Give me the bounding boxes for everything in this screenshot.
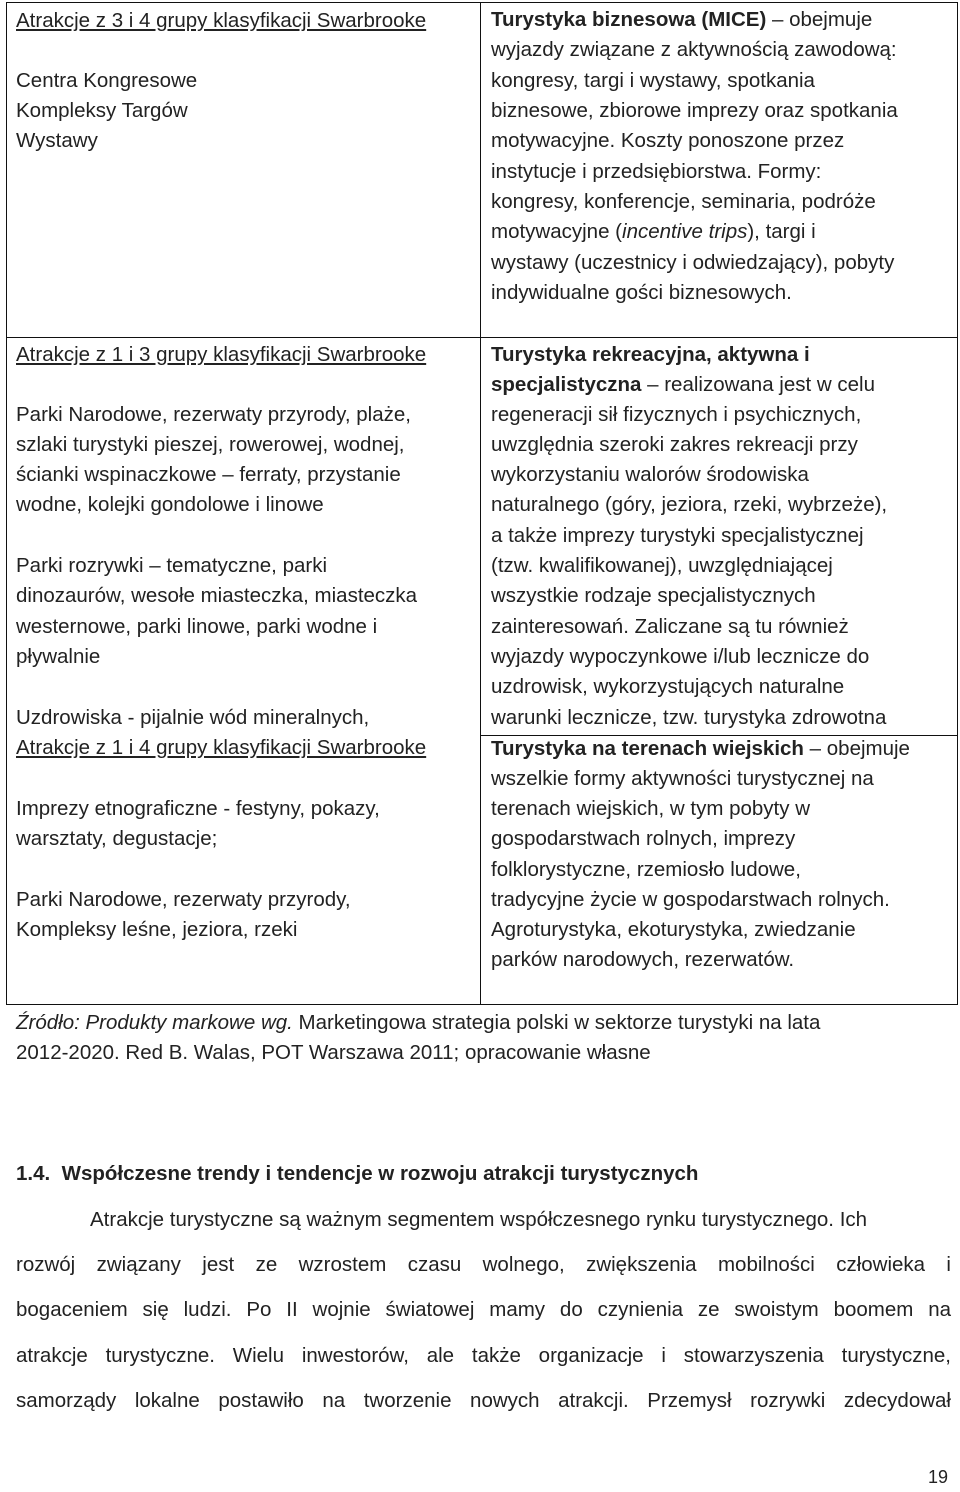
source-italic: Źródło: Produkty markowe wg.: [16, 1011, 293, 1034]
cell-line: [491, 217, 816, 247]
page-number: 19: [928, 1467, 949, 1487]
cell-line: indywidualne gości biznesowych.: [491, 281, 792, 304]
cell-line: Uzdrowiska - pijalnie wód mineralnych,: [16, 706, 370, 729]
cell-line: ścianki wspinaczkowe – ferraty, przystanie: [16, 463, 401, 486]
cell-text: ), targi i: [747, 220, 816, 243]
cell-line: [491, 734, 910, 764]
cell-line: wyjazdy związane z aktywnością zawodową:: [491, 38, 897, 61]
cell-text: – obejmuje: [803, 737, 910, 760]
italic-term: incentive trips: [622, 220, 748, 243]
source-text: Marketingowa strategia polski w sektorze turystyki na lata: [292, 1011, 821, 1034]
cell-line: westernowe, parki linowe, parki wodne i: [16, 615, 378, 638]
cell-line: Parki Narodowe, rezerwaty przyrody, plaże,: [16, 403, 411, 426]
cell-line: kongresy, targi i wystawy, spotkania: [491, 69, 815, 92]
cell-line: wodne, kolejki gondolowe i linowe: [16, 493, 324, 516]
cell-line: biznesowe, zbiorowe imprezy oraz spotkania: [491, 99, 898, 122]
cell-line: Centra Kongresowe: [16, 69, 198, 92]
cell-line: a także imprezy turystyki specjalistycznej: [491, 524, 864, 547]
cell-line: naturalnego (góry, jeziora, rzeki, wybrzeże),: [491, 493, 888, 516]
cell-text: – realizowana jest w celu: [641, 373, 876, 396]
cell-line: Parki rozrywki – tematyczne, parki: [16, 554, 328, 577]
cell-line: parków narodowych, rezerwatów.: [491, 948, 795, 971]
cell-line: uzdrowisk, wykorzystujących naturalne: [491, 675, 845, 698]
paragraph-line: Atrakcje turystyczne są ważnym segmentem współczesnego rynku turystycznego. Ich: [90, 1208, 868, 1231]
source-note-line2: 2012-2020. Red B. Walas, POT Warszawa 2011; opracowanie własne: [16, 1041, 651, 1064]
cell-line: (tzw. kwalifikowanej), uwzględniającej: [491, 554, 833, 577]
table-row-divider: [6, 337, 958, 338]
cell-line: szlaki turystyki pieszej, rowerowej, wodnej,: [16, 433, 405, 456]
cell-line: zainteresowań. Zaliczane są tu również: [491, 615, 849, 638]
section-heading: [16, 1159, 698, 1189]
source-note: [16, 1008, 820, 1038]
cell-text: motywacyjne (: [491, 220, 623, 243]
paragraph-line: samorządy lokalne postawiło na tworzenie nowych atrakcji. Przemysł rozrywki zdecydował: [16, 1389, 951, 1412]
cell-line: pływalnie: [16, 645, 101, 668]
cell-heading-1-4: Atrakcje z 1 i 4 grupy klasyfikacji Swarbrooke: [16, 736, 427, 759]
cell-heading-1-3: Atrakcje z 1 i 3 grupy klasyfikacji Swarbrooke: [16, 343, 427, 366]
cell-line: wszystkie rodzaje specjalistycznych: [491, 584, 816, 607]
cell-line: wystawy (uczestnicy i odwiedzający), pobyty: [491, 251, 895, 274]
bold-term: specjalistyczna: [491, 373, 642, 396]
cell-line: Parki Narodowe, rezerwaty przyrody,: [16, 888, 351, 911]
paragraph-line: rozwój związany jest ze wzrostem czasu wolnego, zwiększenia mobilności człowieka i: [16, 1253, 951, 1276]
cell-line: wykorzystaniu walorów środowiska: [491, 463, 809, 486]
table-border-top: [6, 2, 958, 3]
cell-line: warunki lecznicze, tzw. turystyka zdrowotna: [491, 706, 887, 729]
cell-line: Kompleksy Targów: [16, 99, 188, 122]
cell-line: tradycyjne życie w gospodarstwach rolnych.: [491, 888, 890, 911]
section-title: Współczesne trendy i tendencje w rozwoju atrakcji turystycznych: [61, 1162, 699, 1185]
table-column-divider: [480, 2, 481, 1005]
cell-line: folklorystyczne, rzemiosło ludowe,: [491, 858, 801, 881]
cell-line: [491, 5, 872, 35]
cell-line: wszelkie formy aktywności turystycznej na: [491, 767, 874, 790]
cell-line: [491, 370, 875, 400]
cell-line: gospodarstwach rolnych, imprezy: [491, 827, 796, 850]
paragraph-line: atrakcje turystyczne. Wielu inwestorów, ale także organizacje i stowarzyszenia turystyczne,: [16, 1344, 951, 1367]
bold-term: Turystyka na terenach wiejskich: [491, 737, 804, 760]
cell-line: warsztaty, degustacje;: [16, 827, 218, 850]
cell-line: Agroturystyka, ekoturystyka, zwiedzanie: [491, 918, 856, 941]
cell-line: uwzględnia szeroki zakres rekreacji przy: [491, 433, 858, 456]
cell-line: terenach wiejskich, w tym pobyty w: [491, 797, 811, 820]
cell-heading-3-4: Atrakcje z 3 i 4 grupy klasyfikacji Swarbrooke: [16, 9, 427, 32]
paragraph-line: bogaceniem się ludzi. Po II wojnie światowej mamy do czynienia ze swoistym boomem na: [16, 1298, 951, 1321]
cell-line: regeneracji sił fizycznych i psychicznych,: [491, 403, 862, 426]
cell-text: – obejmuje: [766, 8, 873, 31]
cell-line: wyjazdy wypoczynkowe i/lub lecznicze do: [491, 645, 870, 668]
cell-line: Wystawy: [16, 129, 98, 152]
cell-line: Imprezy etnograficzne - festyny, pokazy,: [16, 797, 380, 820]
cell-line: dinozaurów, wesołe miasteczka, miasteczka: [16, 584, 418, 607]
cell-line: instytucje i przedsiębiorstwa. Formy:: [491, 160, 822, 183]
cell-line: motywacyjne. Koszty ponoszone przez: [491, 129, 845, 152]
cell-line: kongresy, konferencje, seminaria, podróże: [491, 190, 876, 213]
section-number: 1.4.: [16, 1162, 51, 1185]
bold-term: Turystyka rekreacyjna, aktywna i: [491, 343, 810, 366]
cell-line: Kompleksy leśne, jeziora, rzeki: [16, 918, 298, 941]
bold-term: Turystyka biznesowa (MICE): [491, 8, 767, 31]
